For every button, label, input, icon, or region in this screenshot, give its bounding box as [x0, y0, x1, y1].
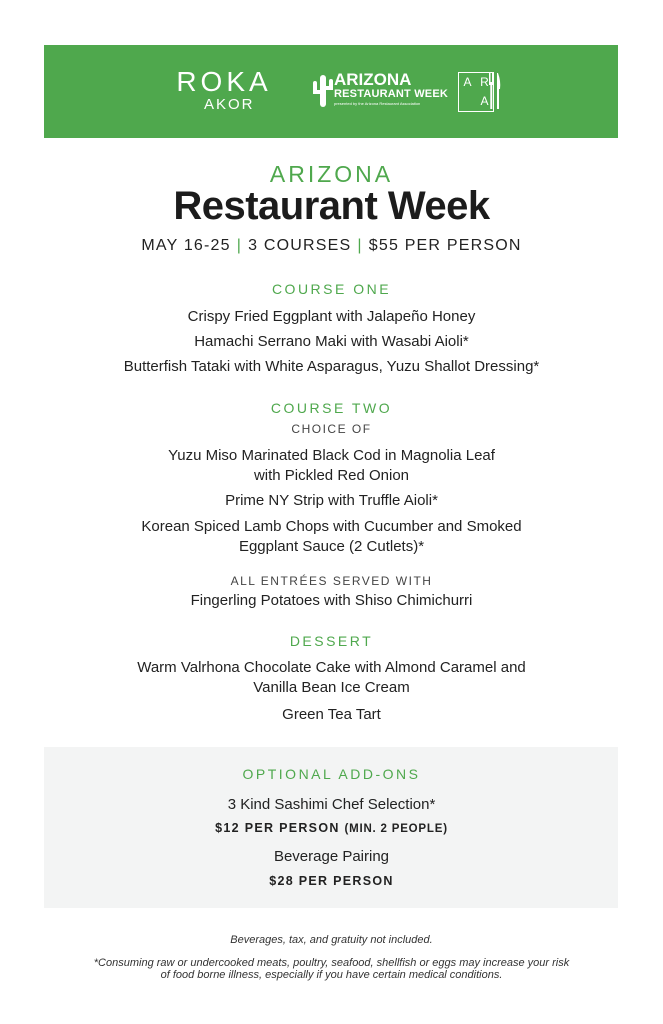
addon-price: $28 PER PERSON [269, 874, 394, 888]
header-banner [44, 45, 618, 138]
course-two-subheading: CHOICE OF [291, 422, 372, 436]
ara-logo [458, 72, 494, 112]
addon-price [0, 821, 663, 835]
price-per-person: $55 PER PERSON [368, 237, 522, 254]
course-one-heading: COURSE ONE [271, 281, 392, 297]
ara-letter: A [463, 75, 472, 89]
page-title: Restaurant Week [173, 184, 490, 228]
addon-item: Beverage Pairing [273, 848, 390, 865]
menu-item: Butterfish Tataki with White Asparagus, Yuzu Shallot Dressing* [123, 358, 540, 375]
menu-item: Fingerling Potatoes with Shiso Chimichurri [190, 592, 473, 609]
addon-price-value: $12 PER PERSON [215, 821, 340, 835]
addon-item: 3 Kind Sashimi Chef Selection* [227, 796, 436, 813]
separator: | [236, 237, 243, 254]
title-details [0, 237, 663, 255]
menu-item: Vanilla Bean Ice Cream [253, 679, 410, 696]
footer-disclaimer: *Consuming raw or undercooked meats, poultry, seafood, shellfish or eggs may increase your risk [93, 957, 570, 969]
arw-subtitle: RESTAURANT WEEK [334, 88, 449, 100]
course-two-heading: COURSE TWO [270, 400, 393, 416]
menu-item: Green Tea Tart [282, 706, 381, 723]
ara-letter: A [480, 94, 489, 108]
footer-disclaimer: of food borne illness, especially if you have certain medical conditions. [160, 969, 503, 981]
served-with-heading: ALL ENTRÉES SERVED WITH [230, 574, 433, 588]
menu-item: Warm Valrhona Chocolate Cake with Almond Caramel and [137, 659, 526, 676]
cactus-icon [312, 73, 334, 107]
addons-heading: OPTIONAL ADD-ONS [242, 766, 421, 782]
menu-item: Eggplant Sauce (2 Cutlets)* [238, 538, 425, 555]
logo-akor: AKOR [204, 96, 255, 113]
arw-presented: presented by the Arizona Restaurant Association [334, 101, 421, 106]
arw-title: ARIZONA [334, 70, 412, 89]
menu-item: Prime NY Strip with Truffle Aioli* [225, 492, 438, 509]
logo-roka: ROKA [176, 66, 272, 97]
ara-letter [459, 92, 476, 111]
title-kicker: ARIZONA [269, 161, 394, 187]
separator: | [357, 237, 363, 254]
courses-count: 3 COURSES [248, 237, 352, 254]
ara-letter: R [480, 75, 489, 89]
dates: MAY 16-25 [141, 237, 231, 254]
footer-note: Beverages, tax, and gratuity not included. [230, 934, 433, 946]
menu-item: Hamachi Serrano Maki with Wasabi Aioli* [194, 333, 469, 350]
dessert-heading: DESSERT [289, 633, 374, 649]
menu-item: Korean Spiced Lamb Chops with Cucumber and Smoked [141, 518, 522, 535]
menu-item: Yuzu Miso Marinated Black Cod in Magnolia Leaf [168, 447, 495, 464]
menu-item: with Pickled Red Onion [253, 467, 410, 484]
menu-item: Crispy Fried Eggplant with Jalapeño Honey [187, 308, 476, 325]
addon-price-note: (MIN. 2 PEOPLE) [344, 823, 448, 835]
roka-akor-logo [164, 67, 284, 113]
